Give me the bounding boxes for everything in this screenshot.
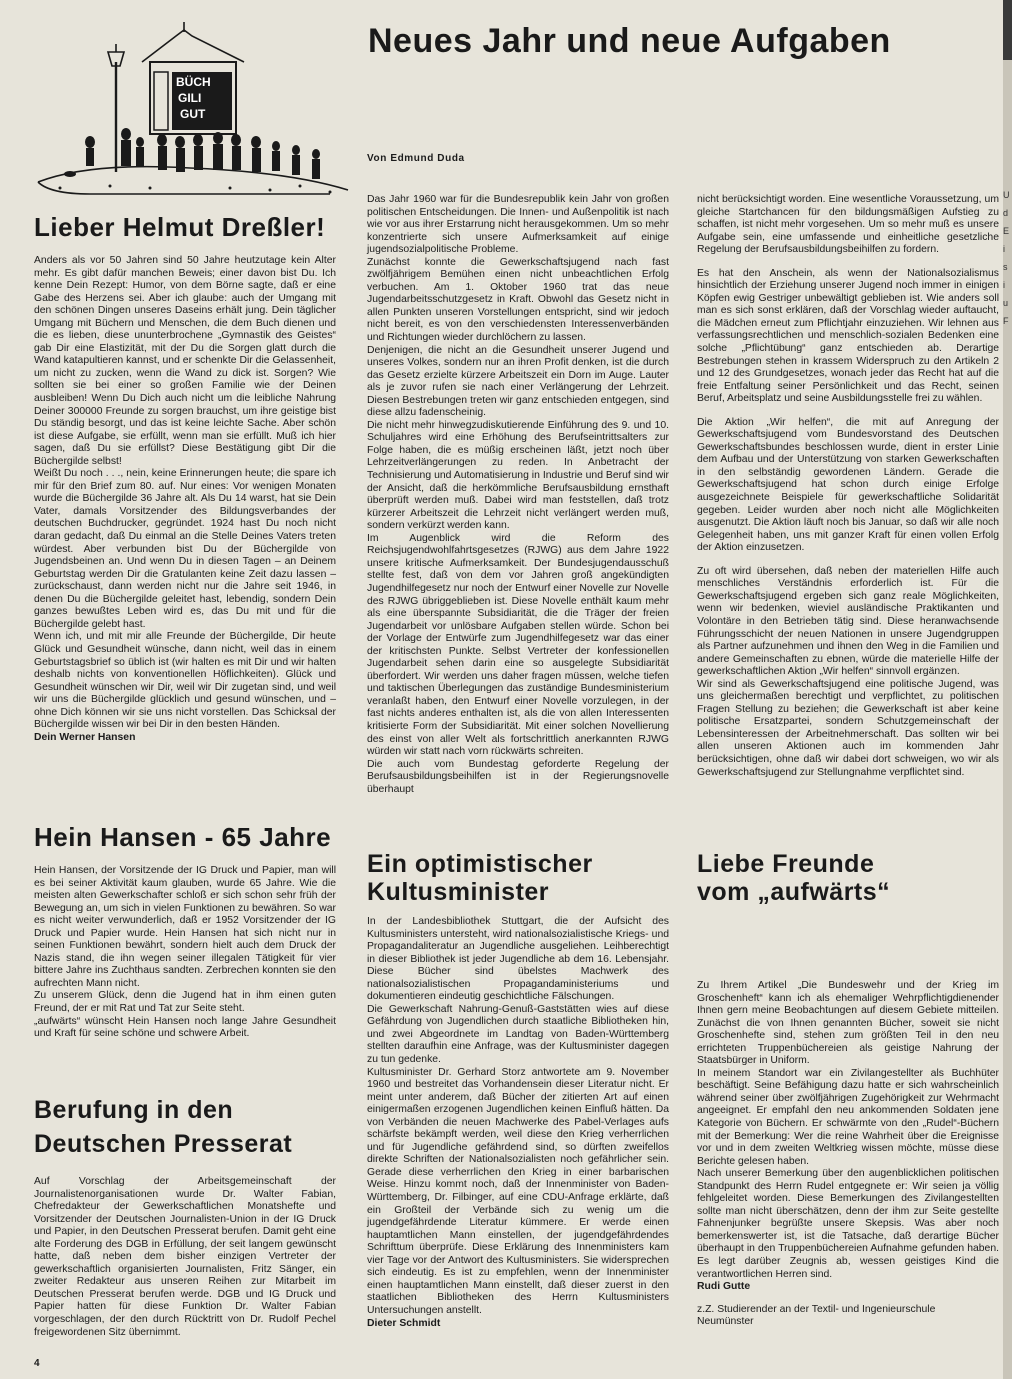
kultus-title-line2: Kultusminister	[367, 878, 550, 906]
paragraph-gap	[697, 555, 999, 566]
hansen-body	[34, 865, 336, 1041]
page-number: 4	[34, 1358, 40, 1369]
letter-title: Lieber Helmut Dreßler!	[34, 212, 326, 242]
main-paragraph: Es hat den Anschein, als wenn der Nationalsozialismus hinsichtlich der Erziehung unserer Jugend noch immer in einigen Köpfen ewig Gestriger unbewältigt geblieben ist. Wie anders soll man es sich sonst erklären, daß der Vorschlag wieder auftaucht, die Mädchen erneut zum Pflichtjahr einzuziehen. Wir lehnen aus verfassungsrechtlichen und menschlich-sozialen Bedenken eine solche „Pflichtübung“ ganz entschieden ab. Derartige Bestrebungen stehen in krassem Widerspruch zu den Artikeln 2 und 12 des Grundgesetzes, wonach jeder das Recht hat auf die freie Entfaltung seiner Persönlichkeit und das Recht, seinen Beruf, Arbeitsplatz und seine Ausbildungsstelle frei zu wählen.	[697, 267, 999, 405]
paragraph-gap	[697, 406, 999, 417]
hansen-paragraph: „aufwärts“ wünscht Hein Hansen noch lange Jahre Gesundheit und Kraft für seine schöne und schwere Arbeit.	[34, 1015, 336, 1040]
kultus-body	[367, 916, 669, 1330]
main-paragraph: nicht berücksichtigt worden. Eine wesentliche Voraussetzung, um gleiche Startchancen für den bildungsmäßigen Aufstieg zu schaffen, ist nicht mehr vorgesehen. Um so mehr muß es unsere Aufgabe sein, eine umfassende und einheitliche gesetzliche Regelung der Berufsausbildungsbeihilfen zu fordern.	[697, 194, 999, 256]
sign-text-line2: GILI	[178, 91, 202, 105]
main-paragraph: Denjenigen, die nicht an die Gesundheit unserer Jugend und unseres Volkes, sondern nur an ihren Profit denken, ist die durch das Gesetz erzielte kürzere Arbeitszeit ein Dorn im Auge. Lauter als je zuvor rufen sie nach einer Verlängerung der Lehrzeit. Diesen Bestrebungen treten wir ganz entschieden entgegen, sind diese allzu fadenscheinig.	[367, 344, 669, 419]
main-paragraph: Die Aktion „Wir helfen“, die mit auf Anregung der Gewerkschaftsjugend vom Bundesvorstand des Deutschen Gewerkschaftsbundes beschlossen wurde, dient in erster Linie dem Aufbau und der Unterstützung von starken Gewerkschaften in den selbständig gewordenen Ländern. Gerade die Gewerkschaftsjugend hat schon durch einige Erfolge ausgezeichnete Beispiele für gewerkschaftliche Solidarität gegeben. Leider wurden aber noch nicht alle Möglichkeiten ausgenutzt. Die Aktion läuft noch bis Januar, so daß wir alle noch Gelegenheit haben, uns mit ganzer Kraft für einen vollen Erfolg der Aktion einzusetzen.	[697, 416, 999, 554]
main-article-col1	[367, 194, 669, 796]
kultus-paragraph: Die Gewerkschaft Nahrung-Genuß-Gaststätten wies auf diese Gefährdung von Jugendlichen durch staatliche Bibliotheken hin, und zwei Abgeordnete im Landtag von Baden-Württemberg stellten daraufhin eine Anfrage, was der Kultusminister dagegen zu tun gedenke.	[367, 1003, 669, 1066]
freunde-paragraph: In meinem Standort war ein Zivilangestellter als Buchhüter beschäftigt. Seine Befähigung dazu hatte er sich wahrscheinlich während seiner über zwölfjährigen Zugehörigkeit zur Wehrmacht angeeignet. Er empfahl den neu ankommenden Soldaten jene Kategorie von Büchern. Er schwärmte von den „Rudel“-Büchern mit der Bemerkung: Wer die reine Wahrheit über die Ereignisse vor und in dem zweiten Weltkrieg wissen möchte, müsse diese Berichte gelesen haben.	[697, 1067, 999, 1167]
main-article-col2	[697, 194, 999, 779]
main-paragraph: Zu oft wird übersehen, daß neben der materiellen Hilfe auch menschliches Verständnis erforderlich ist. Für die Gewerkschaftsjugend ergeben sich ganz reale Möglichkeiten, wenn wir bedenken, wieviel ausländische Praktikanten und Volontäre in den Betrieben tätig sind. Diese heranwachsende Führungsschicht der neuen Nationen in unsere Jugendgruppen als Partner aufzunehmen und ihnen den Weg in die Familien und andere Gemeinschaften zu ebnen, würde die materielle Hilfe der gewerkschaftlichen Aktion „Wir helfen“ sinnvoll ergänzen.	[697, 565, 999, 678]
hansen-paragraph: Zu unserem Glück, denn die Jugend hat in ihm einen guten Freund, der er mit Rat und Tat zur Seite steht.	[34, 990, 336, 1015]
kultus-paragraph: Kultusminister Dr. Gerhard Storz antwortete am 9. November 1960 und bestreitet das Vorhandensein dieser Literatur nicht. Er meint unter anderem, daß Bücher der zitierten Art auf einen einigermaßen erzogenen Jugendlichen keinen Einfluß hätten. Da von Verbänden die neuen Machwerke des Pabel-Verlages aufs schärfste bekämpft werden, weil diese den Krieg verherrlichen und für Jugendliche gefährdend sind, so dürften zweifellos direkte Schriften der Nationalsozialisten noch gefährlicher sein. Gerade diese verherrlichen den Krieg in einer barbarischen Weise. Hinzu kommt noch, daß der Innenminister von Baden-Württemberg, Dr. Filbinger, auf eine CDU-Anfrage erklärte, daß ein Großteil der Verbände sich zu wenig um die jugendgefährdende Literatur kümmere. Er werde einen hauptamtlichen Mann einstellen, der jugendgefährdendes Schrifttum überprüfe. Diese Erklärung des Innenministers kam vier Tage vor der Antwort des Kultusministers. Sie widersprechen sich eindeutig. Es ist zu empfehlen, wenn der Innenminister einen hauptamtlichen Mann einstellt, daß dieser zuerst in den staatlichen Bibliotheken des Herrn Kultusministers Untersuchungen anstellt.	[367, 1066, 669, 1316]
hansen-title: Hein Hansen - 65 Jahre	[34, 822, 332, 852]
freunde-signature: Rudi Gutte	[697, 1281, 751, 1293]
presserat-paragraph: Auf Vorschlag der Arbeitsgemeinschaft der Journalistenorganisationen wurde Dr. Walter Fabian, Chefredakteur der Gewerkschaftlichen Monatshefte und Vorsitzender der Deutschen Journalisten-Union in der IG Druck und Papier, in den Deutschen Presserat berufen. Damit geht eine alte Forderung des DGB in Erfüllung, der seit langem gewünscht hatte, daß neben dem bisher einzigen Vertreter der gewerkschaftlich organisierten Journalisten, Fritz Sänger, ein zweiter Redakteur aus unseren Reihen zur Mitarbeit im Deutschen Presserat berufen werde. DGB und IG Druck und Papier hatten für diese Funktion Dr. Walter Fabian vorgeschlagen, der den durch Rücktritt von Dr. Rudolf Pechel freigewordenen Sitz übernimmt.	[34, 1176, 336, 1338]
paragraph-gap	[697, 257, 999, 268]
letter-paragraph: Anders als vor 50 Jahren sind 50 Jahre heutzutage kein Alter mehr. Es gibt dafür manchen Beweis; einer davon bist Du. Ich kenne Dein Rezept: Humor, von dem Börne sagte, daß er eine Gabe des Herzens sei. Aber ich glaube: auch der Umgang mit den schönen Dingen unseres Daseins erhält jung. Dein täglicher Umgang mit Büchern und Menschen, die dem Buch dienen und die es lieben, diese ununterbrochene „Gymnastik des Geistes“ gab Dir eine Elastizität, mit der Du die Sorgen glatt durch die Wand katapultieren kannst, und er schenkte Dir die Gelassenheit, um nicht zu zucken, wenn die Wand zu dick ist. Sorgen? Wie sollten sie bei einer so großen Familie wie der Deinen ausbleiben! Wenn Du Dich auch nicht um die leibliche Nahrung Deiner 300000 Freunde zu sorgen brauchst, um ihre geistige bist Du ständig besorgt, und das ist keine leichte Sache. Aber schön ist diese Aufgabe, sie erfüllt, wenn man sie erfüllt. Muß ich hier sagen, daß Du sie erfüllst? Diese Bestätigung gibt Dir die Büchergilde selbst!	[34, 255, 336, 467]
presserat-title-line2: Deutschen Presserat	[34, 1130, 293, 1158]
letter-paragraph: Wenn ich, und mit mir alle Freunde der Büchergilde, Dir heute Glück und Gesundheit wünsche, dann nicht, weil das in einem Geburtstagsbrief so üblich ist (wir halten es mit Dir und wir halten deshalb nichts von konventionellen Höflichkeiten). Glück und Gesundheit wünschen wir Dir, weil wir Dir zugetan sind, und weil wir uns die Büchergilde glücklich und gesund wünschen, und – ohne Dich können wir sie uns nicht vorstellen. Das Schicksal der Büchergilde wissen wir bei Dir in den besten Händen.	[34, 631, 336, 731]
presserat-title-line1: Berufung in den	[34, 1096, 234, 1124]
bookshop-crowd-illustration	[30, 22, 350, 200]
freunde-note-line2: Neumünster	[697, 1316, 754, 1328]
main-author: Von Edmund Duda	[367, 153, 465, 164]
main-paragraph: Im Augenblick wird die Reform des Reichsjugendwohlfahrtsgesetzes (RJWG) aus dem Jahre 1922 unsere kritische Aufmerksamkeit. Der Bundesjugendausschuß stellte fest, daß von dem vor Jahren groß angekündigten Jugendhilfegesetz nur noch der Entwurf einer Novelle zur Novelle des RJWG übriggeblieben ist. Diese Novelle enthält kaum mehr als eine überspannte Subsidiarität, die die Träger der freien Jugendarbeit vor unlösbare Aufgaben stellen würde. Schon bei der Vorlage der Entwürfe zum Jugendhilfegesetz war das einer der kritischsten Punkte. Selbst Vertreter der konfessionellen Jugendarbeit sehen darin eine so ausgelegte Subsidiarität überfordert. Wir werden uns daher fragen müssen, welche tiefen und taktischen Überlegungen das zuständige Bundesministerium veranlaßt haben, den Entwurf einer Novelle vorzulegen, in der fast nichts anderes enthalten ist, als die von allen Interessenten kritisierte Form der Subsidiarität. Mit einer solchen Novellierung des einst von aller Welt als fortschrittlich anerkannten RJWG würden wir statt nach vorn rückwärts schreiten.	[367, 532, 669, 758]
main-paragraph: Wir sind als Gewerkschaftsjugend eine politische Jugend, was uns gleichermaßen berechtigt und verpflichtet, zu politischen Fragen Stellung zu beziehen; die Gewerkschaft ist aber keine politische Ersatzpartei, sondern Schutzgemeinschaft der Lebensinteressen der Arbeitnehmerschaft. Das sollten wir bei allen unseren Aktionen auch im kommenden Jahr berücksichtigen, ohne daß wir dabei dort schweigen, wo wir als Gewerkschaftsjugend zur Stellungnahme verpflichtet sind.	[697, 678, 999, 778]
freunde-note-line1: z.Z. Studierender an der Textil- und Ingenieurschule	[697, 1303, 936, 1315]
hansen-paragraph: Hein Hansen, der Vorsitzende der IG Druck und Papier, man will es bei seiner Aktivität kaum glauben, wurde 65 Jahre. Wie die meisten alten Gewerkschafter schloß er sich schon sehr früh der Bewegung an, um sich in vielen Funktionen zu bewähren. So war es nicht weiter verwunderlich, daß er 1952 Vorsitzender der IG Druck und Papier wurde. Hein Hansen hat sich nicht nur in seinen Funktionen bewährt, sondern hielt auch dem Druck der Nazis stand, die ihn wegen seiner illegalen Tätigkeit für vier bittere Jahre ins Zuchthaus sandten. Zerbrechen konnten sie den aufrechten Mann nicht.	[34, 865, 336, 989]
kultus-signature: Dieter Schmidt	[367, 1317, 441, 1329]
letter-paragraph: Weißt Du noch . . ., nein, keine Erinnerungen heute; die spare ich mir für den Brief zum 80. auf. Nur eines: Vor wenigen Monaten wurde die Büchergilde 36 Jahre alt. Als Du 14 warst, hat sie Dein Vater, damals Vorsitzender des Bildungsverbandes der deutschen Buchdrucker, gegründet. 1924 hast Du noch nicht daran gedacht, daß Du einmal an die Stelle Deines Vaters treten würdest. Aber verbunden bist Du der Büchergilde von Jugendsbeinen an. Und wenn Du in diesen Tagen – an Deinem Geburtstag werden Dir die Gratulanten keine Zeit dazu lassen – zurückschaust, dann werden nicht nur die Jahre seit 1946, in denen Du die Büchergilde geleitet hast, lebendig, sondern Dein ganzes bewußtes Leben wird es, das Du mit und für die Büchergilde gelebt hast.	[34, 468, 336, 630]
main-paragraph: Die auch vom Bundestag geforderte Regelung der Berufsausbildungsbeihilfen ist in der Regierungsnovelle überhaupt	[367, 758, 669, 795]
main-paragraph: Das Jahr 1960 war für die Bundesrepublik kein Jahr von großen politischen Entscheidungen. Die Innen- und Außenpolitik ist nach wie vor aus ihrer Erstarrung nicht herausgekommen. Um so mehr konzentrierte sich unsere Aufmerksamkeit auf einige jugendsozialpolitische Probleme.	[367, 194, 669, 256]
adjacent-page-dark-strip	[1003, 0, 1012, 60]
main-paragraph: Die nicht mehr hinwegzudiskutierende Einführung des 9. und 10. Schuljahres wird eine Erhöhung des Berufseintrittsalters zur Folge haben, die es müßig erscheinen läßt, jetzt noch über Lehrzeitverlängerungen zu reden. In Anbetracht der Technisierung und Automatisierung in Industrie und Beruf sind wir der Ansicht, daß die herkömmliche Berufsausbildung ernsthaft überprüft werden muß. Dabei wird man feststellen, daß trotz kürzerer Arbeitszeit die Lehrzeit nicht verlängert werden muß, sondern verkürzt werden kann.	[367, 419, 669, 532]
letter-signature: Dein Werner Hansen	[34, 731, 136, 743]
kultus-paragraph: In der Landesbibliothek Stuttgart, die der Aufsicht des Kultusministers untersteht, wird nationalsozialistische Kriegs- und Propagandaliteratur an Jugendliche ausgeliehen. Leihberechtigt in dieser Bibliothek ist jeder Jugendliche ab dem 16. Lebensjahr. Diese Bücher sind übelstes Machwerk des nationalsozialistischen Propagandaministeriums und dokumentieren eindeutig geschichtliche Fälschungen.	[367, 916, 669, 1003]
freunde-title-line2: vom „aufwärts“	[697, 878, 891, 906]
sign-text-line3: GUT	[180, 107, 206, 121]
freunde-title-line1: Liebe Freunde	[697, 850, 875, 878]
sign-text-line1: BÜCH	[176, 75, 211, 89]
kultus-title-line1: Ein optimistischer	[367, 850, 593, 878]
freunde-paragraph: Zu Ihrem Artikel „Die Bundeswehr und der Krieg im Groschenheft“ kann ich als ehemaliger Wehrpflichtigdienender Ihnen gern meine Beobachtungen auf diesem Gebiete mitteilen. Zunächst die von Ihnen genannten Bücher, soweit sie nicht Groschenhefte sind, stehen zum größten Teil in den neu errichteten Truppenbüchereien als geistige Nahrung der Staatsbürger in Uniform.	[697, 980, 999, 1067]
main-paragraph: Zunächst konnte die Gewerkschaftsjugend nach fast zwölfjährigem Bemühen einen nicht unbeachtlichen Erfolg verbuchen. Am 1. Oktober 1960 trat das neue Jugendarbeitsschutzgesetz in Kraft. Obwohl das Gesetz nicht in allen Punkten unseren Vorstellungen entspricht, sind wir jedoch nicht bereit, es von den verschiedensten Interessenverbänden und Richtungen wieder durchlöchern zu lassen.	[367, 256, 669, 344]
freunde-paragraph: Nach unserer Bemerkung über den augenblicklichen politischen Standpunkt des Herrn Rudel entgegnete er: Wir seien ja völlig fehlgeleitet worden. Diese Bemerkungen des Zivilangestellten sollte man nicht überschätzen, denn der ihm zur Seite gestellte Fahnenjunker begrüßte unsere Skepsis. Was aber noch bemerkenswerter ist, ist die Tatsache, daß derartige Bücher überhaupt in den Truppenbüchereien Aufnahme gefunden haben. Es legt darüber Zeugnis ab, wessen geistiges Kind die verantwortlichen Herren sind.	[697, 1168, 999, 1280]
letter-body	[34, 255, 336, 744]
adjacent-page-letters: U d E i s i u F	[1003, 190, 1010, 326]
freunde-body	[697, 980, 999, 1329]
paragraph-gap	[697, 1294, 999, 1304]
presserat-body	[34, 1176, 336, 1339]
main-title: Neues Jahr und neue Aufgaben	[368, 22, 891, 60]
